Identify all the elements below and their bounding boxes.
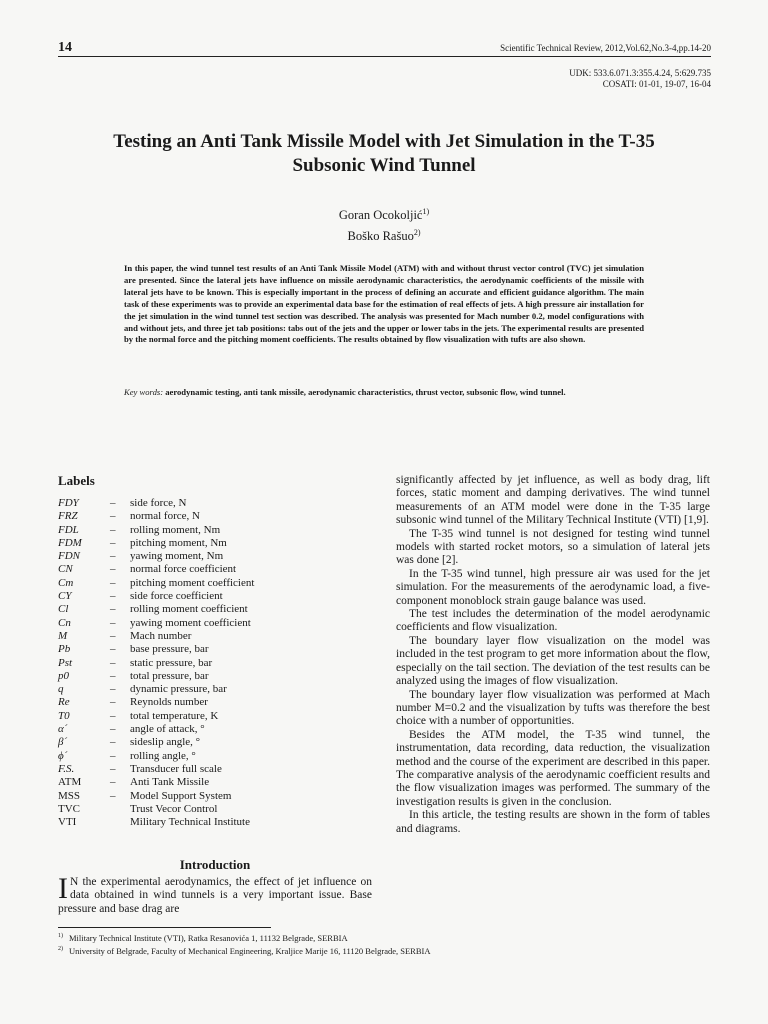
- label-row: [58, 643, 372, 656]
- label-dash: –: [110, 603, 116, 616]
- label-row: [58, 790, 372, 803]
- label-dash: –: [110, 576, 116, 589]
- label-dash: –: [110, 536, 116, 549]
- label-dash: [110, 816, 130, 829]
- label-symbol: Cn: [58, 616, 71, 629]
- label-symbol: q: [58, 683, 64, 696]
- footnotes: [58, 931, 430, 958]
- label-symbol: FDN: [58, 550, 80, 563]
- label-row: [58, 683, 372, 696]
- introduction-heading: Introduction: [179, 857, 251, 872]
- body-paragraph: Besides the ATM model, the T-35 wind tunnel, the instrumentation, data recording, data reduction, the visualization method and the course of the experiment are described in this paper. The comparative analysis of the aerodynamic coefficient results and the flow visualization images was performed. The summary of the investigation results is given in the conclusion.: [396, 728, 710, 808]
- labels-heading: Labels: [58, 473, 95, 488]
- label-row: [58, 630, 372, 643]
- footnote: $^{2)}$ University of Belgrade, Faculty of Mechanical Engineering, Kraljice Marije 16, 11120 Belgrade, SERBIA: [58, 946, 431, 957]
- label-symbol: CN: [58, 563, 73, 576]
- body-paragraph: The boundary layer flow visualization on the model was included in the test program to get more information about the flow, especially on the tail section. The deviation of the test results can be analyzed using the images of flow visualization.: [396, 634, 710, 688]
- introduction-text: I N the experimental aerodynamics, the effect of jet influence on data obtained in wind tunnels is a very important issue. Base pressure and base drag are: [58, 872, 372, 915]
- body-paragraph: The T-35 wind tunnel is not designed for testing wind tunnel models with started rocket motors, so a simulation of lateral jets was done [2].: [396, 527, 710, 567]
- label-symbol: CY: [58, 590, 72, 603]
- label-description: normal force coefficient: [130, 563, 237, 576]
- labels-section: [58, 473, 372, 829]
- label-row: [58, 750, 372, 763]
- label-row: [58, 537, 372, 550]
- label-description: Reynolds number: [130, 696, 208, 709]
- keywords: Key words: aerodynamic testing, anti tank missile, aerodynamic characteristics, thrust vector, subsonic flow, wind tunnel.: [124, 387, 566, 397]
- label-description: Mach number: [130, 629, 192, 642]
- label-dash: –: [110, 590, 116, 603]
- label-symbol: Pb: [58, 643, 71, 656]
- label-symbol: ATM: [58, 776, 82, 789]
- label-dash: –: [110, 523, 116, 536]
- label-description: angle of attack, °: [130, 723, 205, 736]
- udk-code: UDK: 533.6.071.3:355.4.24, 5:629.735: [569, 68, 711, 78]
- label-dash: –: [110, 563, 116, 576]
- label-description: dynamic pressure, bar: [130, 683, 227, 696]
- label-description: Anti Tank Missile: [130, 776, 210, 789]
- label-description: side force, N: [130, 497, 187, 509]
- label-dash: –: [110, 723, 116, 736]
- author: Boško Rašuo$^{2)}$: [347, 228, 421, 244]
- body-paragraph: In the T-35 wind tunnel, high pressure air was used for the jet simulation. For the measurements of the aerodynamic load, a five-component monoblock strain gauge balance was used.: [396, 567, 710, 607]
- cosati-code: COSATI: 01-01, 19-07, 16-04: [602, 79, 711, 89]
- footnote-rule: [58, 927, 271, 928]
- label-description: total temperature, K: [130, 709, 219, 722]
- label-dash: –: [110, 776, 116, 789]
- label-description: yawing moment, Nm: [130, 550, 224, 563]
- body-paragraph: The boundary layer flow visualization was performed at Mach number M=0.2 and the visualization by tufts was therefore the best choice with a number of opportunities.: [396, 688, 710, 728]
- body-paragraph: significantly affected by jet influence, as well as body drag, lift forces, static moment and damping derivatives. The wind tunnel measurements of an ATM model were done in the T-35 large subsonic wind tunnel of the Military Technical Institute (VTI) [1,9].: [396, 474, 710, 527]
- page-number: 14: [58, 40, 72, 55]
- label-dash: –: [110, 643, 116, 656]
- label-description: base pressure, bar: [130, 643, 209, 656]
- label-symbol: F.S.: [58, 762, 75, 775]
- label-description: rolling moment, Nm: [130, 523, 221, 536]
- label-dash: –: [110, 669, 116, 682]
- label-description: normal force, N: [130, 510, 200, 523]
- label-row: [58, 590, 372, 603]
- title-line-1: Testing an Anti Tank Missile Model with Jet Simulation in the T-35: [113, 131, 655, 152]
- label-row: [58, 723, 372, 736]
- label-symbol: T0: [58, 709, 70, 722]
- journal-reference: Scientific Technical Review, 2012,Vol.62,No.3-4,pp.14-20: [500, 43, 711, 53]
- label-description: pitching moment coefficient: [130, 576, 255, 589]
- label-symbol: ϕ´: [58, 749, 68, 762]
- label-symbol: VTI: [58, 816, 77, 829]
- labels-list: [58, 497, 372, 829]
- keywords-label: Key words: [124, 387, 161, 397]
- label-dash: –: [110, 616, 116, 629]
- label-symbol: p0: [58, 669, 69, 682]
- body-paragraph: The test includes the determination of the model aerodynamic coefficients and flow visualization.: [396, 608, 710, 634]
- label-row: [58, 696, 372, 709]
- label-dash: –: [110, 683, 116, 696]
- label-row: [58, 510, 372, 523]
- label-symbol: Cl: [58, 603, 69, 616]
- label-symbol: α´: [58, 723, 68, 736]
- label-dash: –: [110, 696, 116, 709]
- label-row: [58, 816, 372, 829]
- label-row: [58, 670, 372, 683]
- label-row: [58, 657, 372, 670]
- label-description: yawing moment coefficient: [130, 616, 251, 629]
- label-row: [58, 763, 372, 776]
- label-row: [58, 617, 372, 630]
- label-description: pitching moment, Nm: [130, 536, 227, 549]
- label-dash: –: [110, 709, 116, 722]
- label-row: [58, 497, 372, 510]
- label-symbol: Cm: [58, 576, 74, 589]
- label-row: [58, 736, 372, 749]
- label-symbol: β´: [58, 736, 68, 749]
- label-symbol: FDM: [58, 536, 82, 549]
- label-description: rolling angle, °: [130, 749, 196, 762]
- keywords-value: aerodynamic testing, anti tank missile, aerodynamic characteristics, thrust vector, subsonic flow, wind tunnel.: [165, 387, 566, 397]
- label-symbol: FDY: [58, 497, 79, 509]
- body-paragraph: In this article, the testing results are shown in the form of tables and diagrams.: [396, 809, 710, 835]
- right-column-text: [396, 474, 710, 836]
- label-dash: –: [110, 762, 116, 775]
- label-symbol: Re: [58, 696, 70, 709]
- label-description: static pressure, bar: [130, 656, 213, 669]
- classification-codes: [569, 68, 711, 90]
- label-row: [58, 803, 372, 816]
- label-symbol: TVC: [58, 802, 80, 815]
- label-symbol: Pst: [58, 656, 73, 669]
- label-dash: [110, 803, 130, 816]
- label-dash: –: [110, 629, 116, 642]
- label-dash: –: [110, 736, 116, 749]
- label-row: [58, 563, 372, 576]
- label-description: Trust Vecor Control: [130, 802, 218, 815]
- footnote: $^{1)}$ Military Technical Institute (VTI), Ratka Resanovića 1, 11132 Belgrade, SERBIA: [58, 932, 348, 943]
- drop-cap: I: [58, 872, 68, 905]
- label-row: [58, 550, 372, 563]
- label-dash: –: [110, 749, 116, 762]
- label-description: Transducer full scale: [130, 762, 222, 775]
- label-dash: –: [110, 789, 116, 802]
- label-description: rolling moment coefficient: [130, 603, 248, 616]
- label-dash: –: [110, 656, 116, 669]
- label-symbol: M: [58, 629, 68, 642]
- label-description: Military Technical Institute: [130, 816, 250, 829]
- label-row: [58, 776, 372, 789]
- author-list: [0, 203, 768, 245]
- label-symbol: MSS: [58, 789, 81, 802]
- label-dash: –: [110, 550, 116, 563]
- running-header: [58, 40, 711, 57]
- label-row: [58, 710, 372, 723]
- label-symbol: FDL: [58, 523, 79, 536]
- label-row: [58, 603, 372, 616]
- abstract: In this paper, the wind tunnel test results of an Anti Tank Missile Model (ATM) with and without thrust vector control (TVC) jet simulation are presented. Since the lateral jets have influence on missile aerodynamic characteristics, the aerodynamic coefficients of the missile with lateral jets have to be known. This is especially important in the process of defining an accurate and efficient guidance algorithm. The main task of these experiments was to provide an experimental data base for the estimation of real effects of jets. A high pressure air installation for the jet simulation in the wind tunnel test section was described. The analysis was presented for Mach number 0.2, model configurations with and without jets, and three jet tab positions: tabs out of the jets and the upper or lower tabs in the jets. The experimental results are presented by the normal force and the pitching moment coefficients. The results obtained by flow visualization with tufts are also shown.: [124, 263, 644, 345]
- label-row: [58, 577, 372, 590]
- label-description: total pressure, bar: [130, 669, 209, 682]
- label-description: side force coefficient: [130, 590, 223, 603]
- label-description: sideslip angle, °: [130, 736, 201, 749]
- title-line-2: Subsonic Wind Tunnel: [292, 155, 476, 176]
- author: Goran Ocokoljić$^{1)}$: [338, 207, 430, 223]
- label-description: Model Support System: [130, 789, 232, 802]
- label-dash: –: [110, 510, 116, 523]
- label-dash: –: [110, 497, 116, 509]
- paper-title: [60, 130, 708, 178]
- label-symbol: FRZ: [58, 510, 78, 523]
- label-row: [58, 524, 372, 537]
